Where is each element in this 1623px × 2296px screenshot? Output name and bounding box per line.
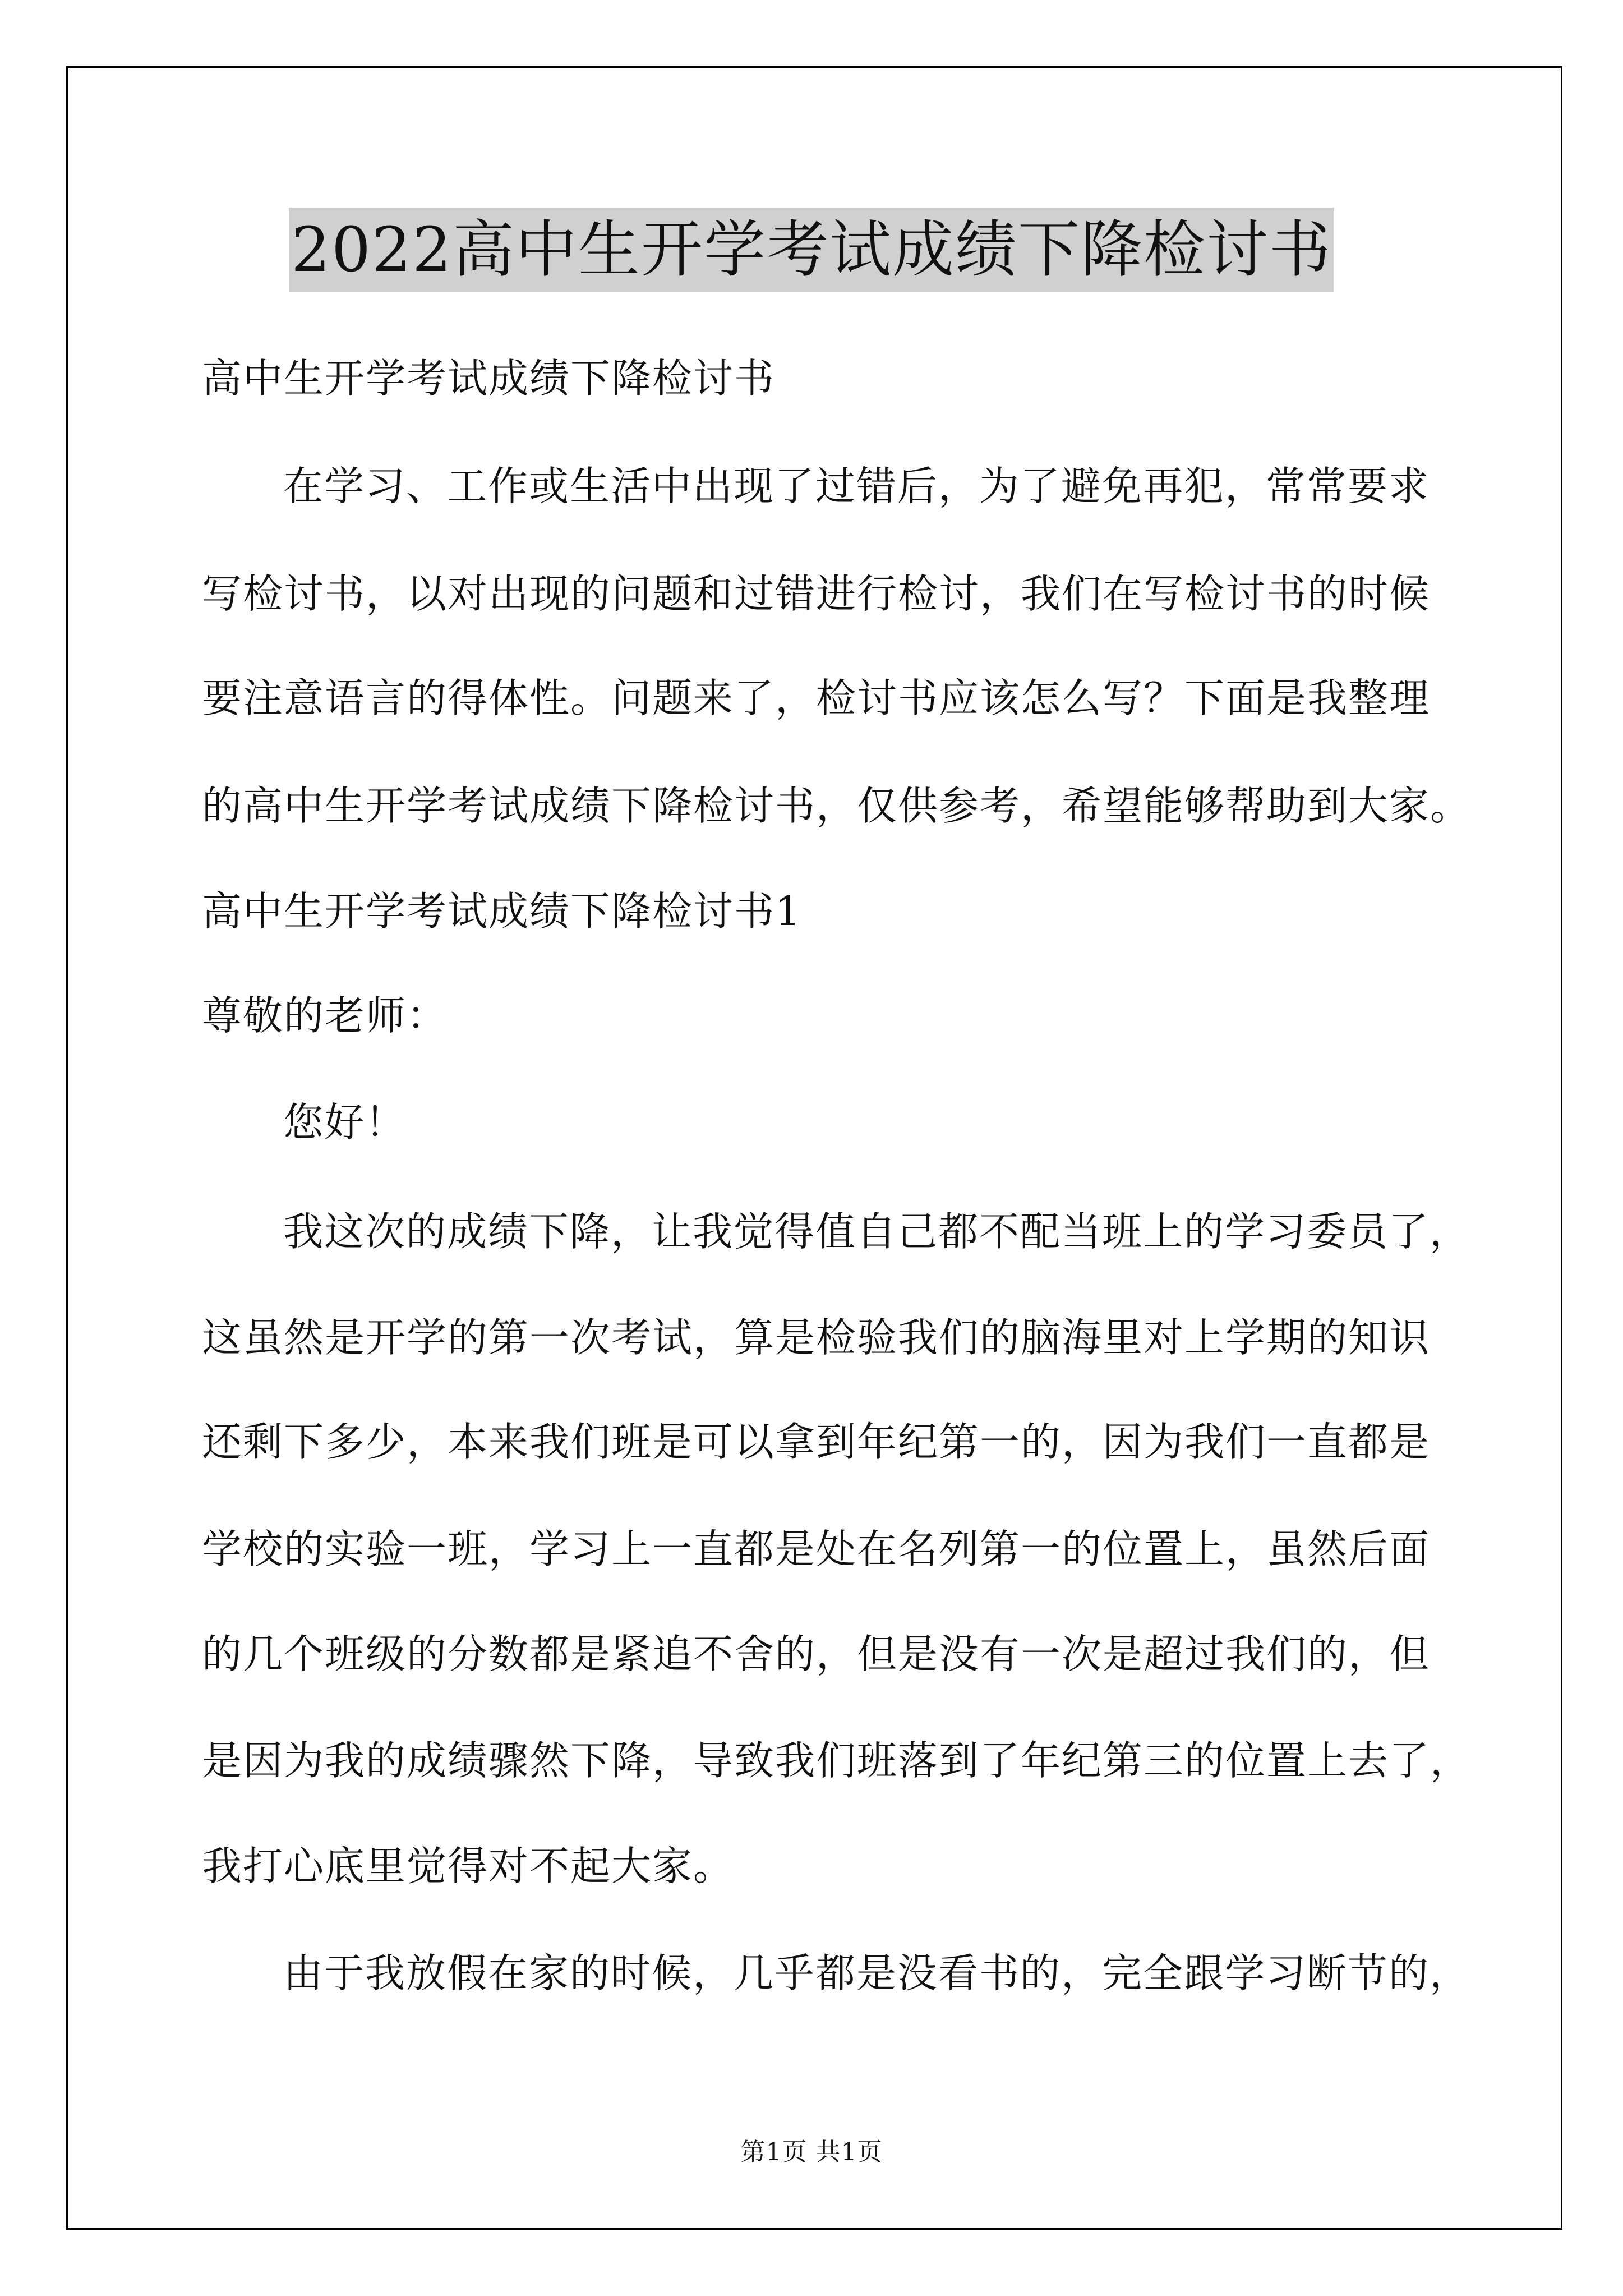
greeting: 您好！ xyxy=(283,1099,407,1145)
paragraph-line: 是因为我的成绩骤然下降，导致我们班落到了年纪第三的位置上去了， xyxy=(202,1737,1472,1784)
document-title: 2022高中生开学考试成绩下降检讨书 xyxy=(289,208,1334,292)
paragraph-line: 还剩下多少，本来我们班是可以拿到年纪第一的，因为我们一直都是 xyxy=(202,1419,1431,1465)
subtitle-line: 高中生开学考试成绩下降检讨书 xyxy=(202,355,776,402)
paragraph-line: 写检讨书，以对出现的问题和过错进行检讨，我们在写检讨书的时候 xyxy=(202,570,1431,617)
paragraph-line: 由于我放假在家的时候，几乎都是没看书的，完全跟学习断节的， xyxy=(283,1950,1471,1996)
paragraph-line: 这虽然是开学的第一次考试，算是检验我们的脑海里对上学期的知识 xyxy=(202,1314,1431,1361)
paragraph-line: 在学习、工作或生活中出现了过错后，为了避免再犯，常常要求 xyxy=(283,463,1430,509)
paragraph-line: 要注意语言的得体性。问题来了，检讨书应该怎么写？下面是我整理 xyxy=(202,675,1431,721)
paragraph-line: 的高中生开学考试成绩下降检讨书，仅供参考，希望能够帮助到大家。 xyxy=(202,783,1472,829)
paragraph-line: 我打心底里觉得对不起大家。 xyxy=(202,1843,735,1889)
salutation: 尊敬的老师： xyxy=(202,992,448,1039)
section-heading: 高中生开学考试成绩下降检讨书1 xyxy=(202,888,802,935)
paragraph-line: 我这次的成绩下降，让我觉得值自己都不配当班上的学习委员了， xyxy=(283,1208,1471,1255)
page-footer: 第1页 共1页 xyxy=(740,2138,883,2166)
paragraph-line: 的几个班级的分数都是紧追不舍的，但是没有一次是超过我们的，但 xyxy=(202,1631,1431,1677)
paragraph-line: 学校的实验一班，学习上一直都是处在名列第一的位置上，虽然后面 xyxy=(202,1526,1431,1572)
title-container xyxy=(0,208,1623,292)
